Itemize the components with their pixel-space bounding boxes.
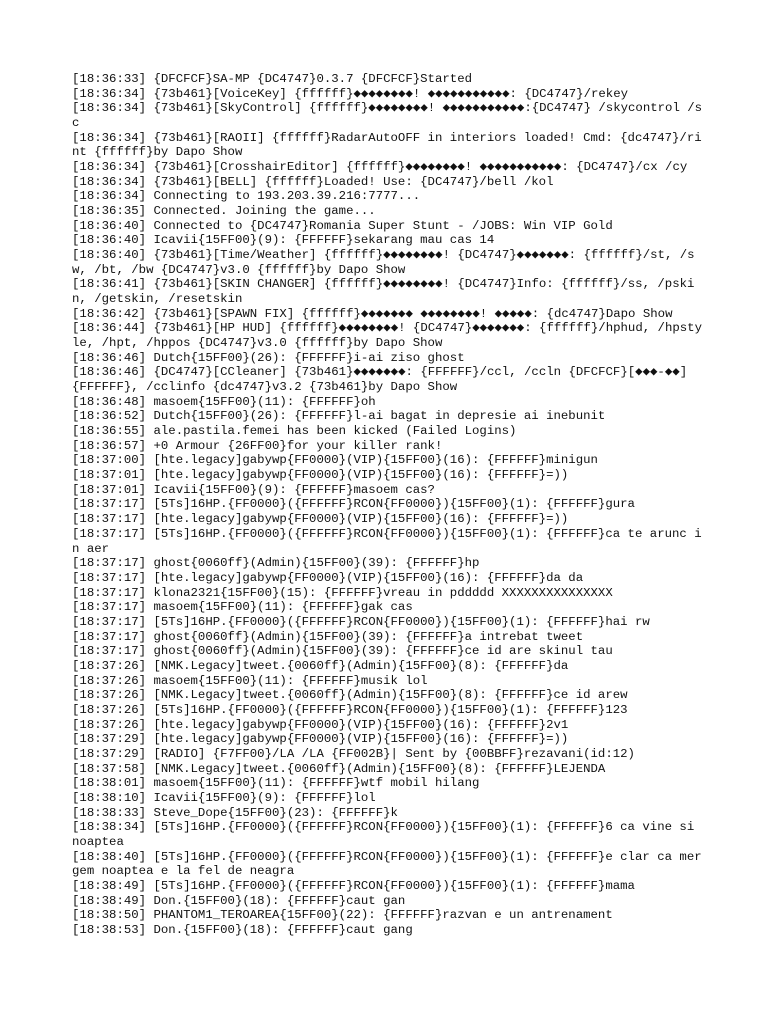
log-line: [18:37:17] ghost{0060ff}(Admin){15FF00}(39): {FFFFFF}a intrebat tweet (72, 629, 584, 644)
log-line: [18:37:26] [5Ts]16HP.{FF0000}({FFFFFF}RCON{FF0000}){15FF00}(1): {FFFFFF}123 (72, 702, 628, 717)
chat-log-document (72, 72, 708, 938)
log-line: [18:36:44] {73b461}[HP HUD] {ffffff}◆◆◆◆◆◆◆◆! {DC4747}◆◆◆◆◆◆◆: {ffffff}/hphud, /hpstyle, /hpt, /hppos {DC4747}v3.0 {ffffff}by Dapo Show (72, 321, 702, 351)
log-line: [18:36:34] {73b461}[BELL] {ffffff}Loaded! Use: {DC4747}/bell /kol (72, 174, 554, 189)
log-line: [18:37:17] masoem{15FF00}(11): {FFFFFF}gak cas (72, 600, 413, 615)
log-line: [18:36:40] Icavii{15FF00}(9): {FFFFFF}sekarang mau cas 14 (72, 233, 495, 248)
log-line: [18:37:17] [5Ts]16HP.{FF0000}({FFFFFF}RCON{FF0000}){15FF00}(1): {FFFFFF}hai rw (72, 614, 650, 629)
log-line: [18:36:34] {73b461}[SkyControl] {ffffff}◆◆◆◆◆◆◆◆! ◆◆◆◆◆◆◆◆◆◆◆:{DC4747} /skycontrol /sc (72, 101, 703, 131)
log-line: [18:38:40] [5Ts]16HP.{FF0000}({FFFFFF}RCON{FF0000}){15FF00}(1): {FFFFFF}e clar ca mergem noaptea e la fel de neagra (72, 849, 702, 879)
log-line: [18:36:57] +0 Armour {26FF00}for your killer rank! (72, 438, 443, 453)
log-line: [18:37:01] Icavii{15FF00}(9): {FFFFFF}masoem cas? (72, 482, 435, 497)
log-line: [18:38:10] Icavii{15FF00}(9): {FFFFFF}lol (72, 790, 376, 805)
log-line: [18:36:35] Connected. Joining the game... (72, 204, 376, 219)
log-line: [18:37:17] [hte.legacy]gabywp{FF0000}(VIP){15FF00}(16): {FFFFFF}da da (72, 570, 584, 585)
log-line: [18:36:34] {73b461}[CrosshairEditor] {ffffff}◆◆◆◆◆◆◆◆! ◆◆◆◆◆◆◆◆◆◆◆: {DC4747}/cx /cy (72, 160, 688, 175)
log-line: [18:36:40] {73b461}[Time/Weather] {ffffff}◆◆◆◆◆◆◆◆! {DC4747}◆◆◆◆◆◆◆: {ffffff}/st, /sw, /bt, /bw {DC4747}v3.0 {ffffff}by Dapo Show (72, 248, 695, 277)
log-line: [18:37:29] [RADIO] {F7FF00}/LA /LA {FF002B}| Sent by {00BBFF}rezavani(id:12) (72, 746, 635, 761)
log-line: [18:36:33] {DFCFCF}SA-MP {DC4747}0.3.7 {DFCFCF}Started (72, 72, 473, 86)
log-line: [18:38:50] PHANTOM1_TEROAREA{15FF00}(22): {FFFFFF}razvan e un antrenament (72, 908, 613, 923)
log-line: [18:36:46] Dutch{15FF00}(26): {FFFFFF}i-ai ziso ghost (72, 350, 465, 365)
log-line: [18:38:33] Steve_Dope{15FF00}(23): {FFFFFF}k (72, 805, 398, 820)
log-line: [18:38:01] masoem{15FF00}(11): {FFFFFF}wtf mobil hilang (72, 776, 480, 791)
log-line: [18:37:58] [NMK.Legacy]tweet.{0060ff}(Admin){15FF00}(8): {FFFFFF}LEJENDA (72, 761, 606, 776)
log-line: [18:38:53] Don.{15FF00}(18): {FFFFFF}caut gang (72, 922, 413, 937)
log-line: [18:37:26] [hte.legacy]gabywp{FF0000}(VIP){15FF00}(16): {FFFFFF}2v1 (72, 717, 569, 732)
log-line: [18:36:41] {73b461}[SKIN CHANGER] {ffffff}◆◆◆◆◆◆◆◆! {DC4747}Info: {ffffff}/ss, /pskin, /getskin, /resetskin (72, 277, 695, 307)
log-line: [18:37:26] [NMK.Legacy]tweet.{0060ff}(Admin){15FF00}(8): {FFFFFF}da (72, 658, 569, 673)
log-line: [18:37:00] [hte.legacy]gabywp{FF0000}(VIP){15FF00}(16): {FFFFFF}minigun (72, 453, 598, 468)
log-line: [18:36:34] {73b461}[RAOII] {ffffff}RadarAutoOFF in interiors loaded! Cmd: {dc4747}/rint {ffffff}by Dapo Show (72, 130, 702, 160)
log-line: [18:37:01] [hte.legacy]gabywp{FF0000}(VIP){15FF00}(16): {FFFFFF}=)) (72, 468, 569, 483)
log-line: [18:36:40] Connected to {DC4747}Romania Super Stunt - /JOBS: Win VIP Gold (72, 218, 613, 233)
log-line: [18:37:29] [hte.legacy]gabywp{FF0000}(VIP){15FF00}(16): {FFFFFF}=)) (72, 732, 569, 747)
log-line: [18:36:52] Dutch{15FF00}(26): {FFFFFF}l-ai bagat in depresie ai inebunit (72, 409, 606, 424)
log-line: [18:38:49] Don.{15FF00}(18): {FFFFFF}caut gan (72, 893, 406, 908)
log-line: [18:37:26] masoem{15FF00}(11): {FFFFFF}musik lol (72, 673, 428, 688)
log-line: [18:36:46] {DC4747}[CCleaner] {73b461}◆◆◆◆◆◆◆: {FFFFFF}/ccl, /ccln {DFCFCF}[◆◆◆-◆◆] {FFFFFF}, /cclinfo {dc4747}v3.2 {73b461}by Dapo Show (72, 365, 695, 395)
log-line: [18:38:49] [5Ts]16HP.{FF0000}({FFFFFF}RCON{FF0000}){15FF00}(1): {FFFFFF}mama (72, 878, 635, 893)
log-line: [18:37:17] [5Ts]16HP.{FF0000}({FFFFFF}RCON{FF0000}){15FF00}(1): {FFFFFF}ca te arunc in aer (72, 526, 702, 556)
log-line: [18:36:48] masoem{15FF00}(11): {FFFFFF}oh (72, 394, 376, 409)
log-line: [18:37:17] ghost{0060ff}(Admin){15FF00}(39): {FFFFFF}hp (72, 556, 480, 571)
log-line: [18:36:34] {73b461}[VoiceKey] {ffffff}◆◆◆◆◆◆◆◆! ◆◆◆◆◆◆◆◆◆◆◆: {DC4747}/rekey (72, 86, 629, 101)
log-line: [18:36:34] Connecting to 193.203.39.216:7777... (72, 189, 421, 204)
log-line: [18:36:42] {73b461}[SPAWN FIX] {ffffff}◆◆◆◆◆◆◆ ◆◆◆◆◆◆◆◆! ◆◆◆◆◆: {dc4747}Dapo Show (72, 306, 673, 321)
log-line: [18:37:17] [hte.legacy]gabywp{FF0000}(VIP){15FF00}(16): {FFFFFF}=)) (72, 512, 569, 527)
log-line: [18:36:55] ale.pastila.femei has been kicked (Failed Logins) (72, 424, 517, 439)
log-line: [18:37:17] klona2321{15FF00}(15): {FFFFFF}vreau in pddddd XXXXXXXXXXXXXXX (72, 585, 613, 600)
log-line: [18:38:34] [5Ts]16HP.{FF0000}({FFFFFF}RCON{FF0000}){15FF00}(1): {FFFFFF}6 ca vine si noaptea (72, 820, 702, 849)
log-line: [18:37:26] [NMK.Legacy]tweet.{0060ff}(Admin){15FF00}(8): {FFFFFF}ce id arew (72, 688, 628, 703)
log-line: [18:37:17] [5Ts]16HP.{FF0000}({FFFFFF}RCON{FF0000}){15FF00}(1): {FFFFFF}gura (72, 497, 635, 512)
log-line: [18:37:17] ghost{0060ff}(Admin){15FF00}(39): {FFFFFF}ce id are skinul tau (72, 644, 613, 659)
